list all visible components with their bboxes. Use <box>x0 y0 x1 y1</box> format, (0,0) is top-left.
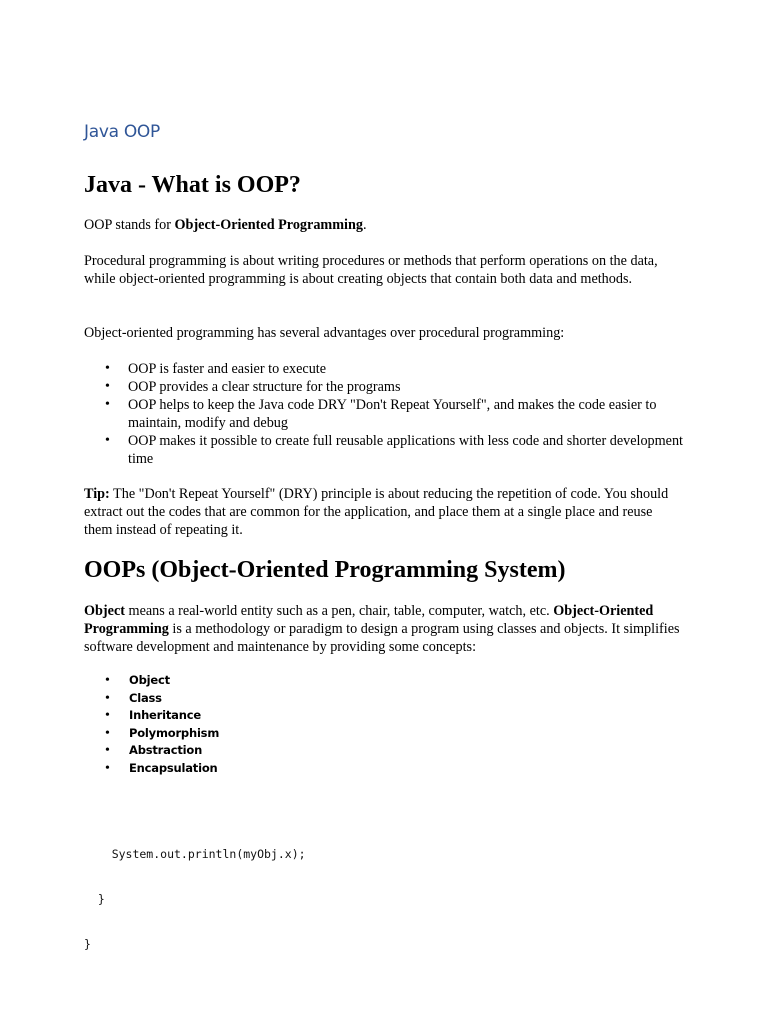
bullet-icon: • <box>105 760 110 776</box>
paragraph-object-definition: Object means a real-world entity such as a pen, chair, table, computer, watch, etc. Object-Oriented Programming is a methodology or paradigm to design a program using classes and objects. It simplifies software development and maintenance by providing some concepts: <box>84 603 680 655</box>
bullet-icon: • <box>105 397 110 412</box>
list-item: • Abstraction <box>105 743 203 759</box>
bold-term-oop: Object-Oriented Programming <box>174 217 363 233</box>
bullet-icon: • <box>105 433 110 448</box>
list-item: • Encapsulation <box>105 760 218 776</box>
paragraph-oop-definition: OOP stands for Object-Oriented Programming. <box>84 217 367 233</box>
bullet-icon: • <box>105 743 110 759</box>
tip-label: Tip: <box>84 486 110 502</box>
list-item: • Polymorphism <box>105 725 220 741</box>
code-line: } <box>84 937 91 951</box>
list-item: • Object <box>105 673 170 688</box>
bullet-icon: • <box>105 673 110 688</box>
code-snippet <box>84 817 306 982</box>
bullet-icon: • <box>105 708 110 724</box>
list-item: • OOP provides a clear structure for the programs <box>105 379 401 395</box>
code-line: System.out.println(myObj.x); <box>84 847 306 861</box>
paragraph-tip: Tip: The "Don't Repeat Yourself" (DRY) principle is about reducing the repetition of code. You should extract out the codes that are common for the application, and place them at a single place and reuse them instead of repeating it. <box>84 486 669 538</box>
section-heading-what-is-oop: Java - What is OOP? <box>84 172 301 198</box>
list-item: • Inheritance <box>105 708 201 724</box>
section-heading-oops: OOPs (Object-Oriented Programming System) <box>84 557 566 583</box>
document-title: Java OOP <box>84 122 160 142</box>
list-item: • Class <box>105 690 162 706</box>
concepts-list <box>84 672 384 778</box>
code-line: } <box>84 892 105 906</box>
list-item: • OOP is faster and easier to execute <box>105 361 327 377</box>
list-item: • OOP makes it possible to create full reusable applications with less code and shorter development time <box>105 433 684 467</box>
advantages-list <box>84 360 684 468</box>
bullet-icon: • <box>105 361 110 376</box>
bullet-icon: • <box>105 725 110 741</box>
paragraph-procedural-vs-oop: Procedural programming is about writing procedures or methods that perform operations on the data, while object-oriented programming is about creating objects that contain both data and methods. <box>84 253 658 287</box>
bullet-icon: • <box>105 379 110 394</box>
list-item: • OOP helps to keep the Java code DRY "Don't Repeat Yourself", and makes the code easier to maintain, modify and debug <box>105 397 657 431</box>
bullet-icon: • <box>105 690 110 706</box>
paragraph-advantages-intro: Object-oriented programming has several advantages over procedural programming: <box>84 325 565 341</box>
